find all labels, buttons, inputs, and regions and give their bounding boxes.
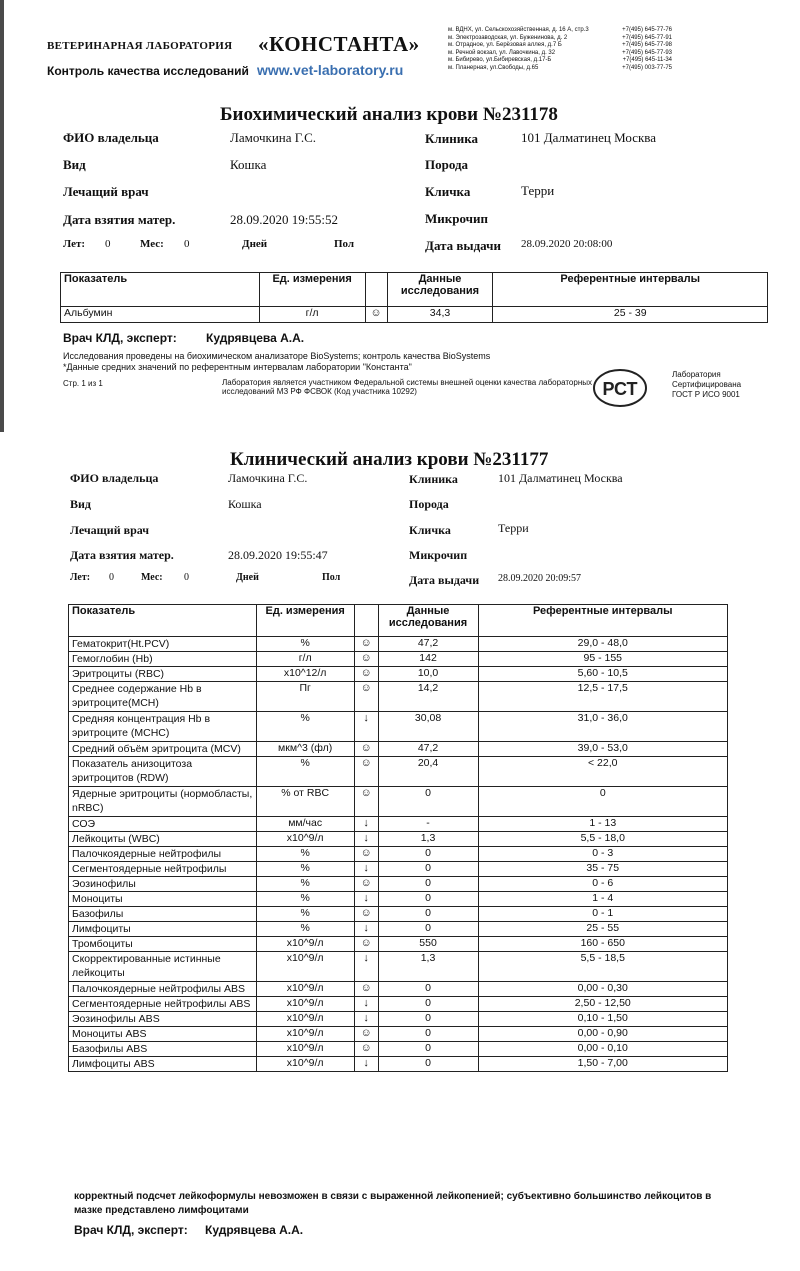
unit: x10^9/л [256, 1057, 354, 1072]
table-row [69, 877, 728, 892]
parameter-name: Сегментоядерные нейтрофилы ABS [69, 997, 257, 1012]
clinic-label: Клиника [409, 472, 458, 486]
expert-label: Врач КЛД, эксперт: [63, 331, 177, 345]
expert-name: Кудрявцева А.А. [205, 1223, 304, 1237]
header-result: Данные исследования [387, 273, 493, 307]
parameter-name: Лимфоциты ABS [69, 1057, 257, 1072]
smiley-icon: ☺ [354, 682, 378, 712]
smiley-icon: ☺ [354, 1042, 378, 1057]
result-value: 1,3 [378, 832, 478, 847]
result-value: 47,2 [378, 637, 478, 652]
header-result: Данные исследования [378, 605, 478, 637]
table-row [69, 1027, 728, 1042]
participant-note: Лаборатория является участником Федеральной системы внешней оценки качества лабораторных исследований МЗ РФ ФСВОК (Код участника 10292) [222, 378, 592, 396]
cert-line: Сертифицирована [672, 380, 742, 389]
parameter-name: Эозинофилы [69, 877, 257, 892]
leukopenia-comment: корректный подсчет лейкоформулы невозможен в связи с выраженной лейкопенией; субъективно большинство лейкоцитов в мазке представлено лимфоцитами [74, 1191, 712, 1216]
chip-label: Микрочип [409, 548, 468, 562]
sample-date-value: 28.09.2020 19:55:47 [228, 548, 328, 562]
table-row [69, 997, 728, 1012]
arrow-down-icon: ↓ [354, 952, 378, 982]
parameter-name: Эритроциты (RBC) [69, 667, 257, 682]
reference-range: 1 - 4 [478, 892, 728, 907]
table-row [69, 862, 728, 877]
years-value: 0 [109, 572, 114, 583]
smiley-icon: ☺ [354, 1027, 378, 1042]
unit: % [256, 907, 354, 922]
phone-line: +7(495) 645-77-98 [622, 42, 672, 48]
rst-certification-logo [590, 366, 670, 410]
doctor-label: Лечащий врач [70, 523, 150, 537]
arrow-down-icon: ↓ [354, 832, 378, 847]
months-label: Мес: [140, 238, 164, 250]
sample-date-label: Дата взятия матер. [63, 212, 176, 227]
months-value: 0 [184, 238, 190, 250]
header-reference: Референтные интервалы [493, 273, 768, 307]
pet-name-value: Терри [521, 183, 555, 198]
owner-value: Ламочкина Г.С. [228, 471, 308, 485]
parameter-name: Палочкоядерные нейтрофилы ABS [69, 982, 257, 997]
arrow-down-icon: ↓ [354, 1012, 378, 1027]
table-row [61, 307, 768, 323]
reference-range: 35 - 75 [478, 862, 728, 877]
smiley-icon: ☺ [354, 787, 378, 817]
analyzer-note: Исследования проведены на биохимическом анализаторе BioSystems; контроль качества BioSystems [63, 351, 491, 361]
page-number: Стр. 1 из 1 [63, 379, 103, 388]
table-row [69, 937, 728, 952]
reference-range: 31,0 - 36,0 [478, 712, 728, 742]
unit: мкм^3 (фл) [256, 742, 354, 757]
species-label: Вид [70, 497, 91, 511]
result-value: 142 [378, 652, 478, 667]
phone-line: +7(495) 003-77-75 [622, 64, 672, 71]
reference-range: 5,60 - 10,5 [478, 667, 728, 682]
table-row [69, 952, 728, 982]
expert-label: Врач КЛД, эксперт: [74, 1223, 188, 1237]
result-value: 0 [378, 877, 478, 892]
parameter-name: Гемоглобин (Hb) [69, 652, 257, 667]
table-row [69, 1042, 728, 1057]
result-value: 0 [378, 1057, 478, 1072]
address-line: м. Речной вокзал, ул. Лавочкина, д. 32 [448, 49, 556, 56]
result-value: - [378, 817, 478, 832]
issue-date-label: Дата выдачи [425, 238, 501, 253]
reference-range: < 22,0 [478, 757, 728, 787]
smiley-icon: ☺ [354, 742, 378, 757]
reference-range: 1,50 - 7,00 [478, 1057, 728, 1072]
phone-line: +7(495) 645-11-34 [622, 57, 672, 63]
cert-line: Лаборатория [672, 370, 721, 379]
address-line: м. Отрадное, ул. Берёзовая аллея, д.7 Б [448, 42, 562, 48]
parameter-name: Базофилы ABS [69, 1042, 257, 1057]
smiley-icon: ☺ [354, 757, 378, 787]
result-value: 0 [378, 847, 478, 862]
clinic-label: Клиника [425, 131, 478, 146]
smiley-icon: ☺ [354, 847, 378, 862]
parameter-name: Гематокрит(Ht.PCV) [69, 637, 257, 652]
arrow-down-icon: ↓ [354, 712, 378, 742]
sample-date-label: Дата взятия матер. [70, 548, 174, 562]
table-row [69, 832, 728, 847]
result-value: 10,0 [378, 667, 478, 682]
reference-range: 25 - 39 [493, 307, 768, 323]
result-value: 0 [378, 892, 478, 907]
species-value: Кошка [230, 157, 267, 172]
reference-range: 25 - 55 [478, 922, 728, 937]
parameter-name: Лимфоциты [69, 922, 257, 937]
reference-note: *Данные средних значений по референтным интервалам лаборатории "Константа" [63, 362, 412, 372]
years-label: Лет: [63, 238, 86, 250]
table-row [69, 712, 728, 742]
unit: г/л [256, 652, 354, 667]
issue-date-label: Дата выдачи [409, 573, 480, 587]
reference-range: 0,00 - 0,30 [478, 982, 728, 997]
unit: % [256, 892, 354, 907]
reference-range: 0 - 3 [478, 847, 728, 862]
result-value: 0 [378, 787, 478, 817]
parameter-name: СОЭ [69, 817, 257, 832]
parameter-name: Палочкоядерные нейтрофилы [69, 847, 257, 862]
unit: x10^9/л [256, 997, 354, 1012]
sample-date-value: 28.09.2020 19:55:52 [230, 212, 338, 227]
address-line: м. Бибирево, ул.Бибиревская, д.17-Б [448, 57, 552, 63]
certification-text [672, 370, 741, 400]
unit: % [256, 862, 354, 877]
table-row [69, 1057, 728, 1072]
phone-line: +7(495) 645-77-76 [622, 27, 672, 33]
sex-label: Пол [322, 572, 341, 583]
header-status [365, 273, 387, 307]
parameter-name: Ядерные эритроциты (нормобласты, nRBC) [69, 787, 257, 817]
days-label: Дней [236, 572, 259, 583]
years-label: Лет: [70, 572, 91, 583]
table-row [69, 757, 728, 787]
table-row [69, 922, 728, 937]
phone-list [612, 27, 672, 72]
reference-range: 0 - 1 [478, 907, 728, 922]
unit: x10^9/л [256, 1042, 354, 1057]
parameter-name: Эозинофилы ABS [69, 1012, 257, 1027]
unit: x10^12/л [256, 667, 354, 682]
brand-name: «КОНСТАНТА» [258, 32, 420, 56]
months-value: 0 [184, 572, 189, 583]
unit: % [256, 877, 354, 892]
reference-range: 0,00 - 0,10 [478, 1042, 728, 1057]
parameter-name: Средний объём эритроцита (MCV) [69, 742, 257, 757]
biochem-title: Биохимический анализ крови №231178 [220, 104, 558, 125]
parameter-name: Показатель анизоцитоза эритроцитов (RDW) [69, 757, 257, 787]
clinic-value: 101 Далматинец Москва [498, 471, 623, 485]
smiley-icon: ☺ [354, 877, 378, 892]
unit: x10^9/л [256, 1012, 354, 1027]
header-parameter: Показатель [69, 605, 257, 637]
issue-date-value: 28.09.2020 20:08:00 [521, 238, 613, 250]
header-parameter: Показатель [61, 273, 260, 307]
address-line: м. Планерная, ул.Свободы, д.65 [448, 64, 539, 71]
result-value: 0 [378, 1012, 478, 1027]
unit: x10^9/л [256, 952, 354, 982]
left-edge-bar [0, 0, 4, 432]
svg-text:РСТ: РСТ [602, 379, 638, 399]
unit: % [256, 637, 354, 652]
result-value: 1,3 [378, 952, 478, 982]
unit: x10^9/л [256, 982, 354, 997]
owner-label: ФИО владельца [70, 471, 159, 485]
parameter-name: Среднее содержание Hb в эритроците(MCH) [69, 682, 257, 712]
pet-name-value: Терри [498, 521, 529, 535]
table-row [69, 907, 728, 922]
table-row [69, 982, 728, 997]
result-value: 0 [378, 1027, 478, 1042]
species-value: Кошка [228, 497, 262, 511]
arrow-down-icon: ↓ [354, 922, 378, 937]
clinical-title: Клинический анализ крови №231177 [230, 449, 549, 470]
table-row [69, 667, 728, 682]
reference-range: 0,00 - 0,90 [478, 1027, 728, 1042]
breed-label: Порода [409, 497, 449, 511]
result-value: 0 [378, 982, 478, 997]
result-value: 0 [378, 922, 478, 937]
smiley-icon: ☺ [365, 307, 387, 323]
unit: % [256, 847, 354, 862]
result-value: 34,3 [387, 307, 493, 323]
table-row [69, 682, 728, 712]
reference-range: 0,10 - 1,50 [478, 1012, 728, 1027]
smiley-icon: ☺ [354, 652, 378, 667]
unit: % [256, 712, 354, 742]
days-label: Дней [242, 238, 268, 250]
parameter-name: Лейкоциты (WBC) [69, 832, 257, 847]
smiley-icon: ☺ [354, 982, 378, 997]
parameter-name: Средняя концентрация Hb в эритроците (MCHC) [69, 712, 257, 742]
reference-range: 39,0 - 53,0 [478, 742, 728, 757]
pet-name-label: Кличка [409, 523, 451, 537]
doctor-label: Лечащий врач [63, 184, 149, 199]
parameter-name: Скорректированные истинные лейкоциты [69, 952, 257, 982]
unit: Пг [256, 682, 354, 712]
arrow-down-icon: ↓ [354, 997, 378, 1012]
result-value: 47,2 [378, 742, 478, 757]
smiley-icon: ☺ [354, 667, 378, 682]
address-line: м. Электрозаводская, ул. Буженинова, д. 2 [448, 34, 568, 41]
reference-range: 5,5 - 18,5 [478, 952, 728, 982]
result-value: 0 [378, 862, 478, 877]
brand-prefix: ВЕТЕРИНАРНАЯ ЛАБОРАТОРИЯ [47, 40, 233, 52]
cert-line: ГОСТ Р ИСО 9001 [672, 390, 740, 399]
owner-value: Ламочкина Г.С. [230, 130, 316, 145]
result-value: 0 [378, 907, 478, 922]
arrow-down-icon: ↓ [354, 862, 378, 877]
reference-range: 2,50 - 12,50 [478, 997, 728, 1012]
table-row [69, 847, 728, 862]
unit: x10^9/л [256, 832, 354, 847]
address-list [448, 27, 608, 72]
arrow-down-icon: ↓ [354, 892, 378, 907]
expert-name: Кудрявцева А.А. [206, 331, 305, 345]
reference-range: 95 - 155 [478, 652, 728, 667]
table-row [69, 817, 728, 832]
address-line: м. ВДНХ, ул. Сельскохозяйственная, д. 16 А, стр.3 [448, 27, 589, 33]
reference-range: 160 - 650 [478, 937, 728, 952]
biochem-results-table [60, 272, 768, 323]
header-unit: Ед. измерения [259, 273, 365, 307]
months-label: Мес: [141, 572, 163, 583]
smiley-icon: ☺ [354, 637, 378, 652]
reference-range: 29,0 - 48,0 [478, 637, 728, 652]
arrow-down-icon: ↓ [354, 1057, 378, 1072]
owner-label: ФИО владельца [63, 130, 159, 145]
breed-label: Порода [425, 157, 469, 172]
result-value: 20,4 [378, 757, 478, 787]
issue-date-value: 28.09.2020 20:09:57 [498, 573, 582, 584]
unit: мм/час [256, 817, 354, 832]
phone-line: +7(495) 645-77-91 [622, 34, 672, 41]
reference-range: 12,5 - 17,5 [478, 682, 728, 712]
table-row [69, 787, 728, 817]
unit: % от RBC [256, 787, 354, 817]
arrow-down-icon: ↓ [354, 817, 378, 832]
header-unit: Ед. измерения [256, 605, 354, 637]
parameter-name: Базофилы [69, 907, 257, 922]
result-value: 0 [378, 997, 478, 1012]
unit: г/л [259, 307, 365, 323]
reference-range: 1 - 13 [478, 817, 728, 832]
clinic-value: 101 Далматинец Москва [521, 130, 657, 145]
reference-range: 0 - 6 [478, 877, 728, 892]
species-label: Вид [63, 157, 86, 172]
sex-label: Пол [334, 238, 355, 250]
unit: % [256, 922, 354, 937]
parameter-name: Моноциты [69, 892, 257, 907]
smiley-icon: ☺ [354, 907, 378, 922]
unit: x10^9/л [256, 1027, 354, 1042]
table-row [69, 637, 728, 652]
smiley-icon: ☺ [354, 937, 378, 952]
result-value: 0 [378, 1042, 478, 1057]
parameter-name: Тромбоциты [69, 937, 257, 952]
brand-subtitle: Контроль качества исследований [47, 64, 249, 78]
years-value: 0 [105, 238, 111, 250]
parameter-name: Альбумин [61, 307, 260, 323]
table-row [69, 1012, 728, 1027]
parameter-name: Моноциты ABS [69, 1027, 257, 1042]
table-row [69, 652, 728, 667]
reference-range: 0 [478, 787, 728, 817]
unit: % [256, 757, 354, 787]
unit: x10^9/л [256, 937, 354, 952]
table-row [69, 892, 728, 907]
result-value: 550 [378, 937, 478, 952]
reference-range: 5,5 - 18,0 [478, 832, 728, 847]
header-status [354, 605, 378, 637]
website-link[interactable]: www.vet-laboratory.ru [257, 62, 404, 78]
pet-name-label: Кличка [425, 184, 471, 199]
header-reference: Референтные интервалы [478, 605, 728, 637]
chip-label: Микрочип [425, 211, 488, 226]
clinical-results-table [68, 604, 728, 1072]
phone-line: +7(495) 645-77-93 [622, 49, 672, 56]
result-value: 30,08 [378, 712, 478, 742]
parameter-name: Сегментоядерные нейтрофилы [69, 862, 257, 877]
table-row [69, 742, 728, 757]
result-value: 14,2 [378, 682, 478, 712]
